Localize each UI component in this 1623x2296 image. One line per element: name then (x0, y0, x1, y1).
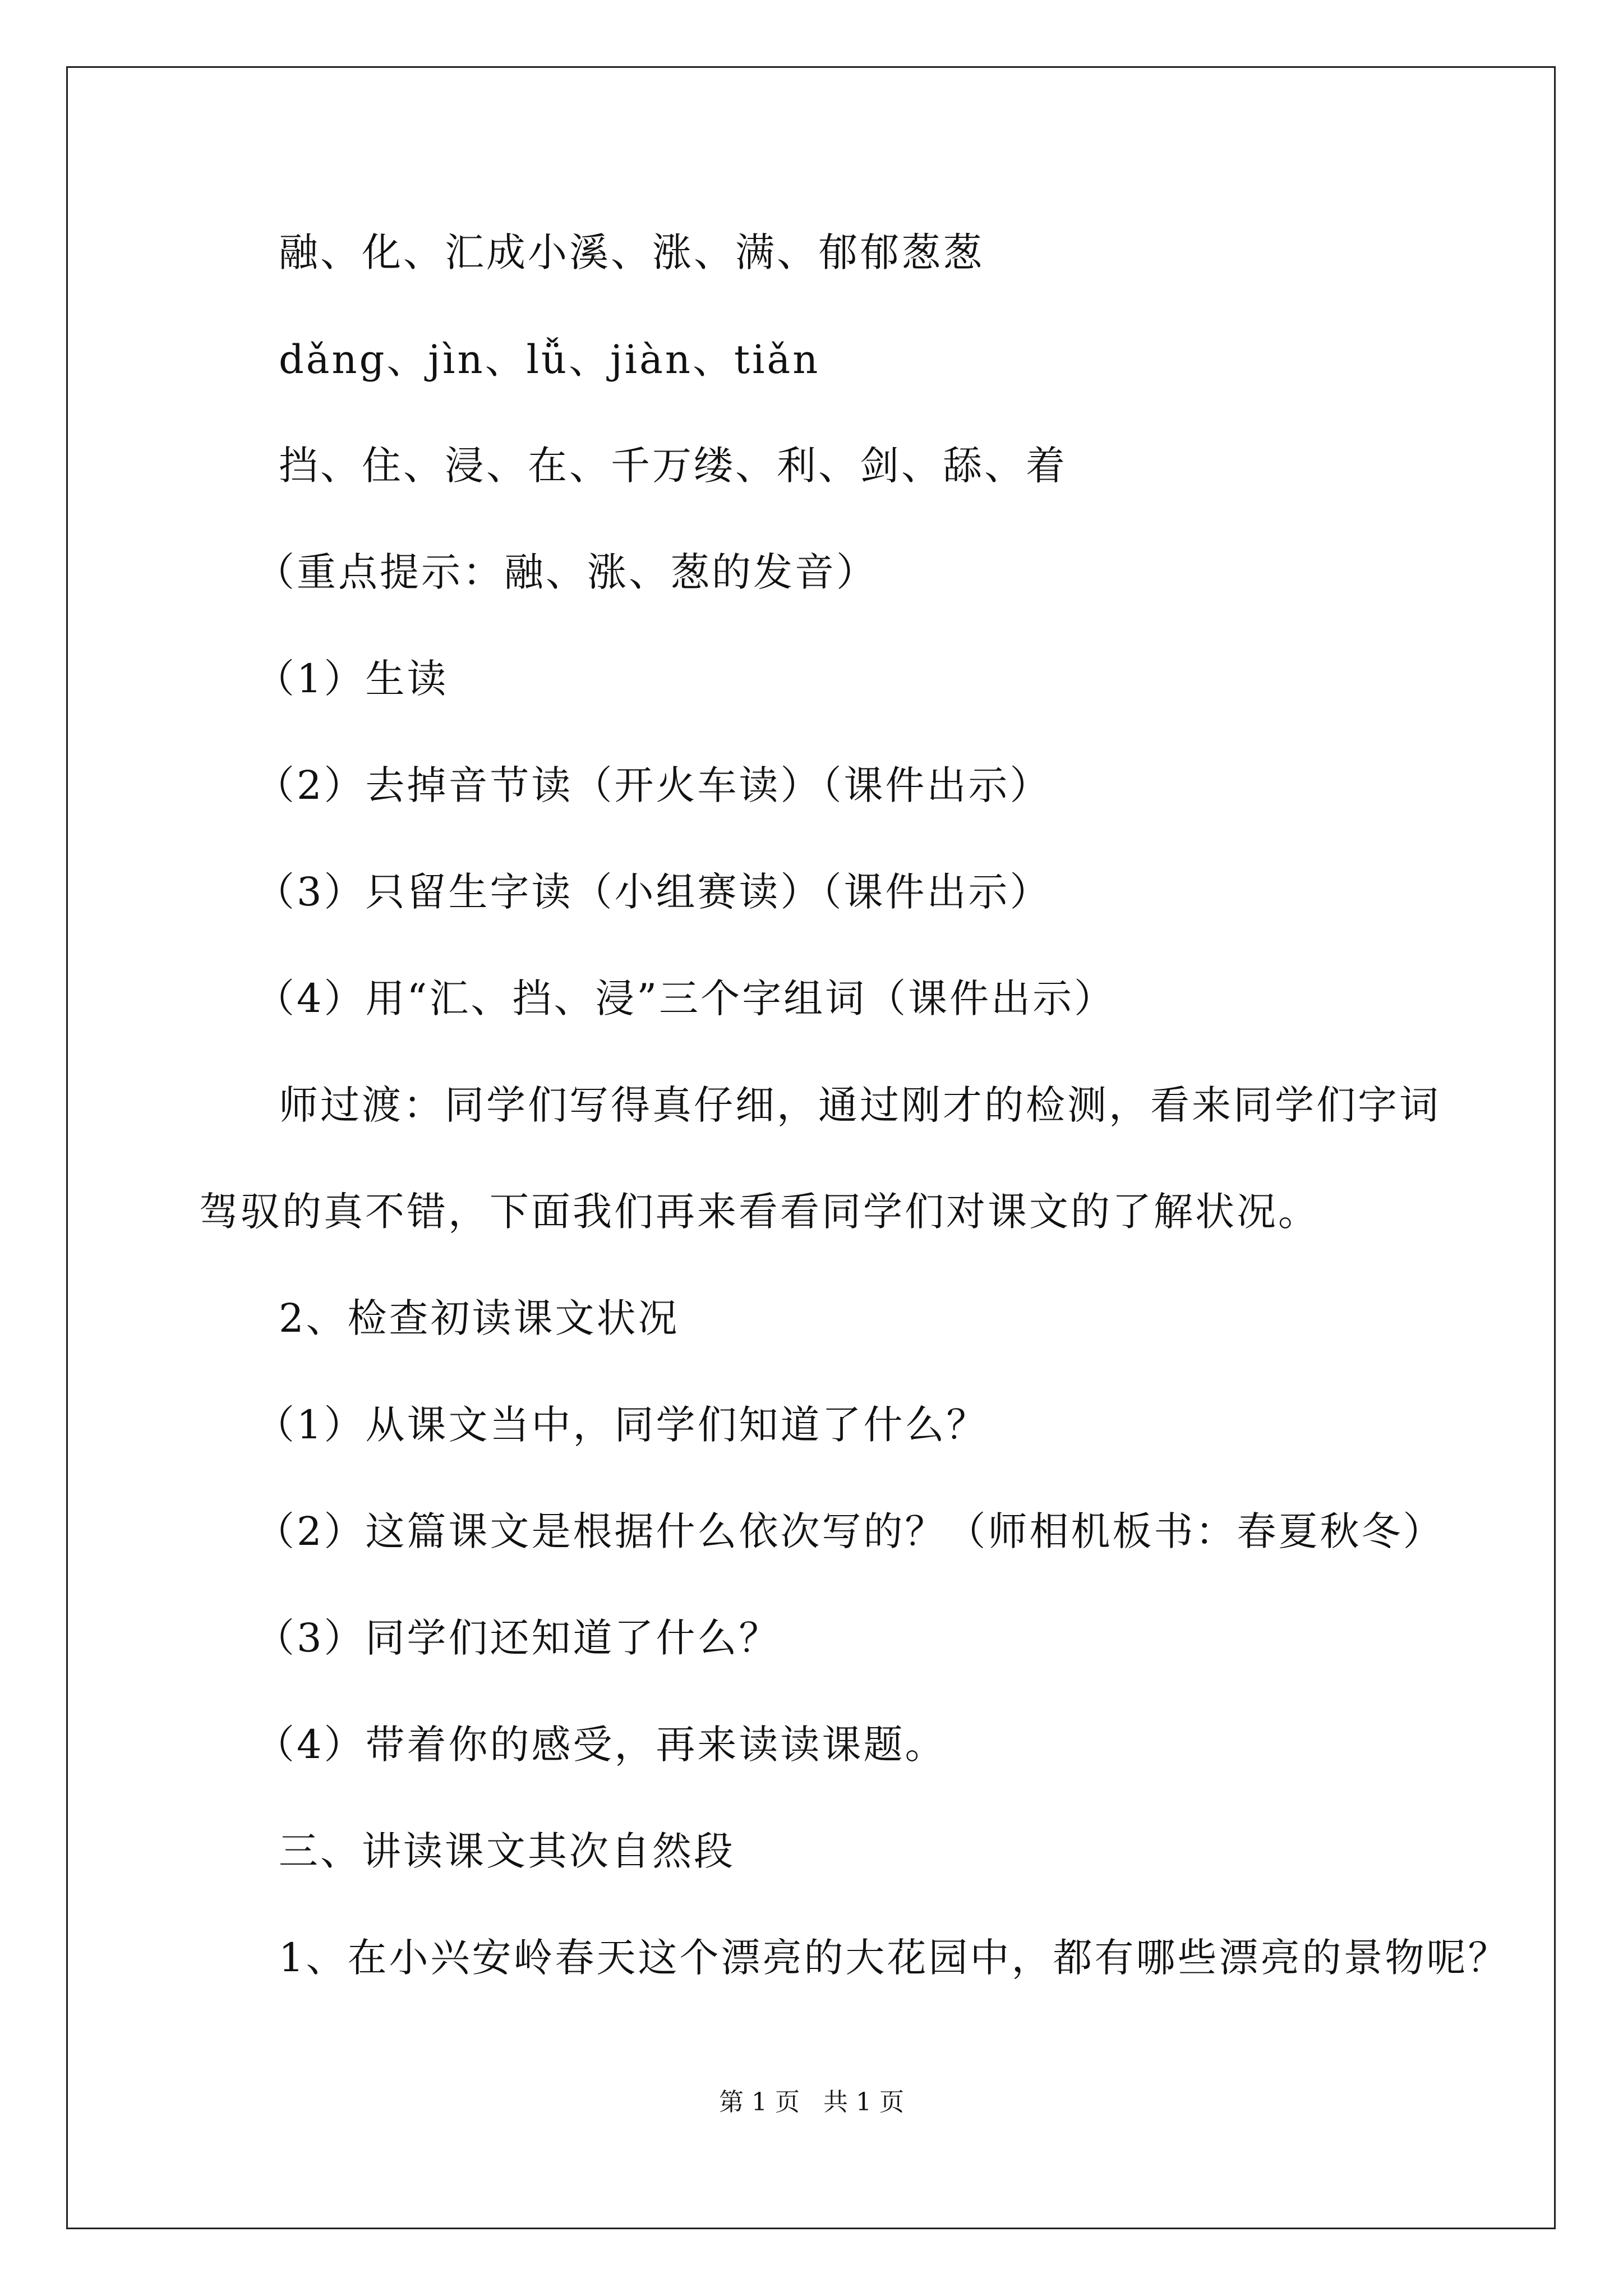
section-3-heading: 三、讲读课文其次自然段 (279, 1828, 735, 1874)
question-1: （1）从课文当中，同学们知道了什么？ (255, 1402, 988, 1448)
vocab-line-1: 融、化、汇成小溪、涨、满、郁郁葱葱 (279, 229, 984, 275)
step-3-read: （3）只留生字读（小组赛读）（课件出示） (255, 869, 1052, 915)
question-2: （2）这篇课文是根据什么依次写的？（师相机板书：春夏秋冬） (255, 1508, 1445, 1554)
page-border (66, 66, 1556, 2229)
question-4: （4）带着你的感受，再来读读课题。 (255, 1722, 947, 1768)
section-3-question-1: 1、在小兴安岭春天这个漂亮的大花园中，都有哪些漂亮的景物呢？ (279, 1935, 1510, 1981)
transition-paragraph-line-1: 师过渡：同学们写得真仔细，通过刚才的检测，看来同学们字词 (279, 1082, 1441, 1128)
question-3: （3）同学们还知道了什么？ (255, 1615, 781, 1661)
step-2-read: （2）去掉音节读（开火车读）（课件出示） (255, 762, 1052, 808)
page-footer: 第 1 页 共 1 页 (719, 2088, 904, 2116)
step-4-words: （4）用“汇、挡、浸”三个字组词（课件出示） (255, 976, 1116, 1022)
section-2-heading: 2、检查初读课文状况 (279, 1295, 680, 1341)
pinyin-line: dǎng、jìn、lǚ、jiàn、tiǎn (279, 337, 820, 383)
vocab-line-2: 挡、住、浸、在、千万缕、利、剑、舔、着 (279, 443, 1067, 489)
pronunciation-tip: （重点提示：融、涨、葱的发音） (255, 549, 878, 595)
transition-paragraph-line-2: 驾驭的真不错，下面我们再来看看同学们对课文的了解状况。 (199, 1189, 1320, 1235)
step-1-read: （1）生读 (255, 656, 449, 702)
